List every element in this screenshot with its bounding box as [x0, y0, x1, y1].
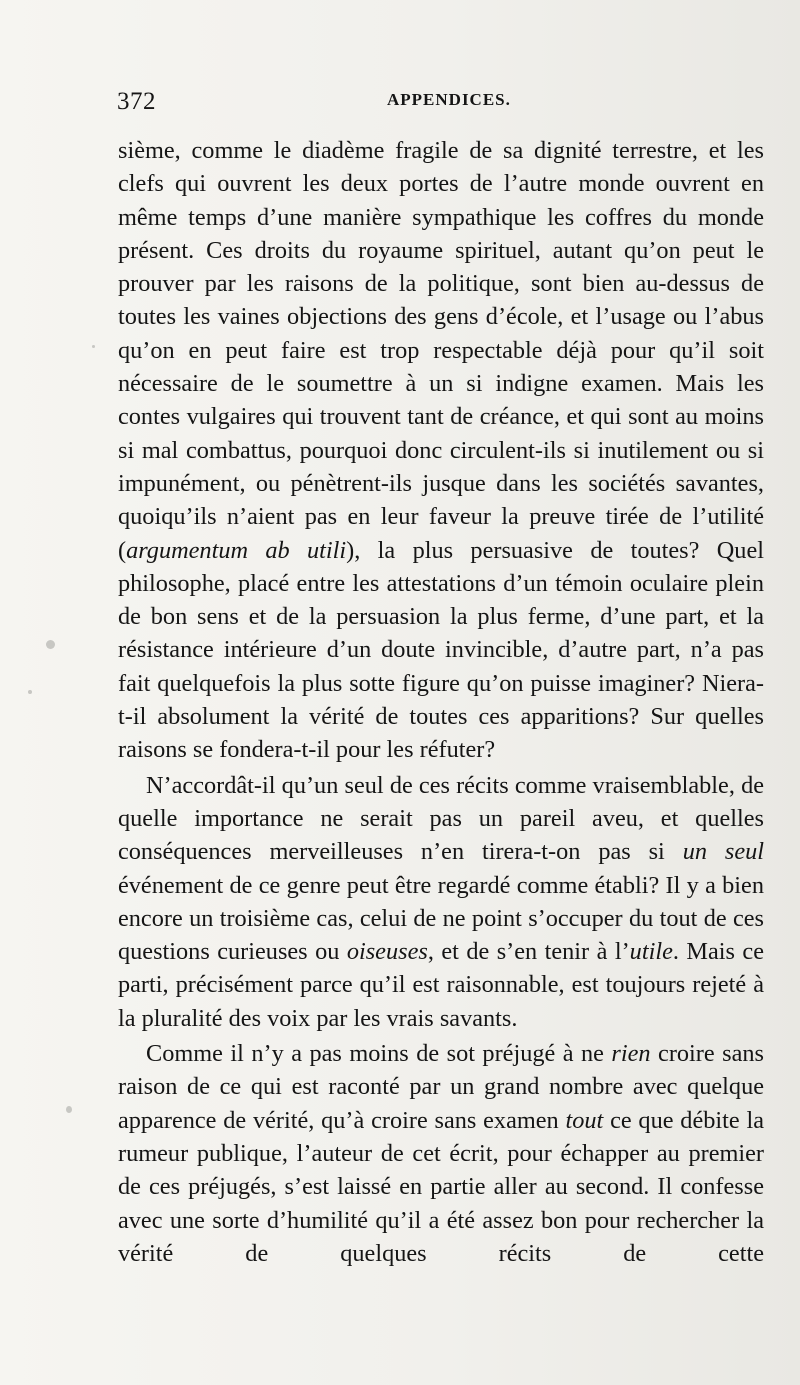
body-text — [118, 134, 764, 1270]
page-number: 372 — [117, 88, 156, 115]
paper-speck — [92, 345, 95, 348]
paper-speck — [28, 690, 32, 694]
running-head — [117, 88, 760, 120]
running-title: APPENDICES. — [387, 90, 511, 109]
paper-speck — [66, 1106, 72, 1113]
paragraph-2: N’accordât-il qu’un seul de ces récits comme vraisemblable, de quelle importance ne serait pas un pareil aveu, et quelles conséquences merveilleuses n’en tirera-t-on pas si un seul événement de ce genre peut être regardé comme établi? Il y a bien encore un troisième cas, celui de ne point s’occuper du tout de ces questions curieuses ou oiseuses, et de s’en tenir à l’utile. Mais ce parti, précisément parce qu’il est raisonnable, est toujours rejeté à la pluralité des voix par les vrais savants. — [118, 771, 765, 1032]
paragraph-1: sième, comme le diadème fragile de sa dignité terrestre, et les clefs qui ouvrent les deux portes de l’autre monde ouvrent en même temps d’une manière sympathique les coffres du monde présent. Ces droits du royaume spirituel, autant qu’on peut le prouver par les raisons de la politique, sont bien au-dessus de toutes les vaines objections des gens d’école, et l’usage ou l’abus qu’on en peut faire est trop respectable déjà pour qu’il soit nécessaire de le soumettre à un si indigne examen. Mais les contes vulgaires qui trouvent tant de créance, et qui sont au moins si mal combattus, pourquoi donc circulent-ils si inutilement ou si impunément, ou pénètrent-ils jusque dans les sociétés savantes, quoiqu’ils n’aient pas en leur faveur la preuve tirée de l’utilité (argumentum ab utili), la plus persuasive de toutes? Quel philosophe, placé entre les attestations d’un témoin oculaire plein de bon sens et de la persuasion la plus ferme, d’une part, et la résistance intérieure d’un doute invincible, d’autre part, n’a pas fait quelquefois la plus sotte figure qu’on puisse imaginer? Niera-t-il absolument la vérité de toutes ces apparitions? Sur quelles raisons se fondera-t-il pour les réfuter? — [118, 137, 764, 764]
paper-speck — [46, 640, 55, 649]
paragraph-3: Comme il n’y a pas moins de sot préjugé à ne rien croire sans raison de ce qui est raconté par un grand nombre avec quelque apparence de vérité, qu’à croire sans examen tout ce que débite la rumeur publique, l’auteur de cet écrit, pour échapper au premier de ces préjugés, s’est laissé en partie aller au second. Il confesse avec une sorte d’humilité qu’il a été assez bon pour rechercher la vérité de quelques récits de cette — [118, 1040, 764, 1267]
